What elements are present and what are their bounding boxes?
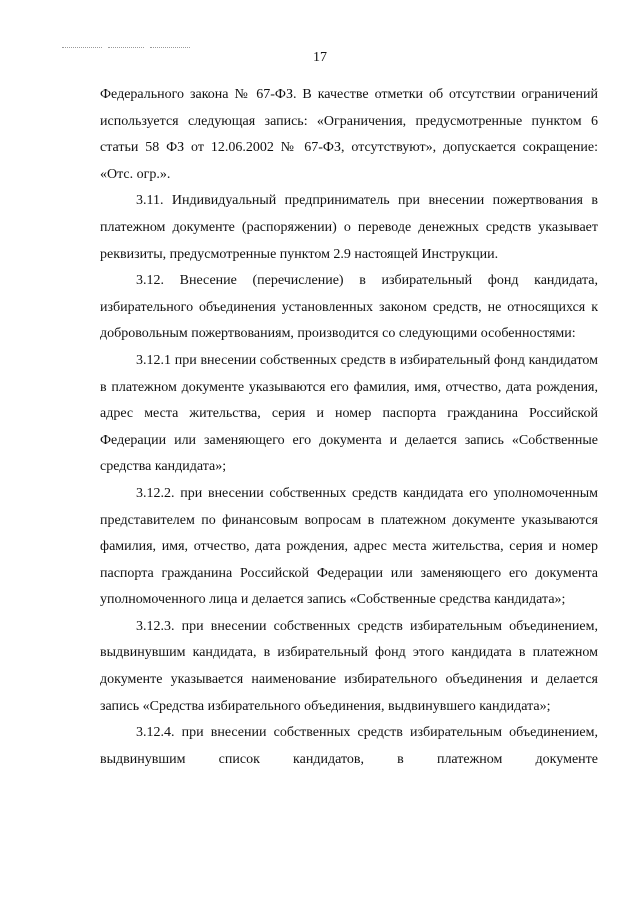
paragraph-3-12-4: 3.12.4. при внесении собственных средств избирательным объединением, выдвинувшим список кандидатов, в платежном документе [100, 725, 598, 767]
paragraph-3-11: 3.11. Индивидуальный предприниматель при внесении пожертвования в платежном документе (распоряжении) о переводе денежных средств указывает реквизиты, предусмотренные пунктом 2.9 настоящей Инструкции. [100, 193, 598, 262]
paragraph-3-12-2: 3.12.2. при внесении собственных средств кандидата его уполномоченным представителем по финансовым вопросам в платежном документе указываются фамилия, имя, отчество, дата рождения, адрес места жительства, серия и номер паспорта гражданина Российской Федерации или заменяющего его документа уполномоченного лица и делается запись «Собственные средства кандидата»; [100, 485, 598, 608]
paragraph-continuation: Федерального закона № 67-ФЗ. В качестве отметки об отсутствии ограничений используется следующая запись: «Ограничения, предусмотренные пунктом 6 статьи 58 ФЗ от 12.06.2002 № 67-ФЗ, отсутствуют», допускается сокращение: «Отс. огр.». [100, 87, 598, 182]
document-body [100, 82, 598, 773]
scan-artifact-line [62, 47, 102, 49]
page-number: 17 [313, 50, 327, 65]
paragraph-3-12-3: 3.12.3. при внесении собственных средств избирательным объединением, выдвинувшим кандидата, в избирательный фонд этого кандидата в платежном документе указывается наименование избирательного объединения и делается запись «Средства избирательного объединения, выдвинувшего кандидата»; [100, 618, 598, 714]
scan-artifact-line [150, 47, 190, 49]
paragraph-3-12-1: 3.12.1 при внесении собственных средств в избирательный фонд кандидатом в платежном документе указываются его фамилия, имя, отчество, дата рождения, адрес места жительства, серия и номер паспорта гражданина Российской Федерации или заменяющего его документа и делается запись «Собственные средства кандидата»; [100, 352, 598, 475]
paragraph-3-12: 3.12. Внесение (перечисление) в избирательный фонд кандидата, избирательного объединения установленных законом средств, не относящихся к добровольным пожертвованиям, производится со следующими особенностями: [100, 273, 598, 342]
scan-artifact-line [108, 47, 144, 49]
